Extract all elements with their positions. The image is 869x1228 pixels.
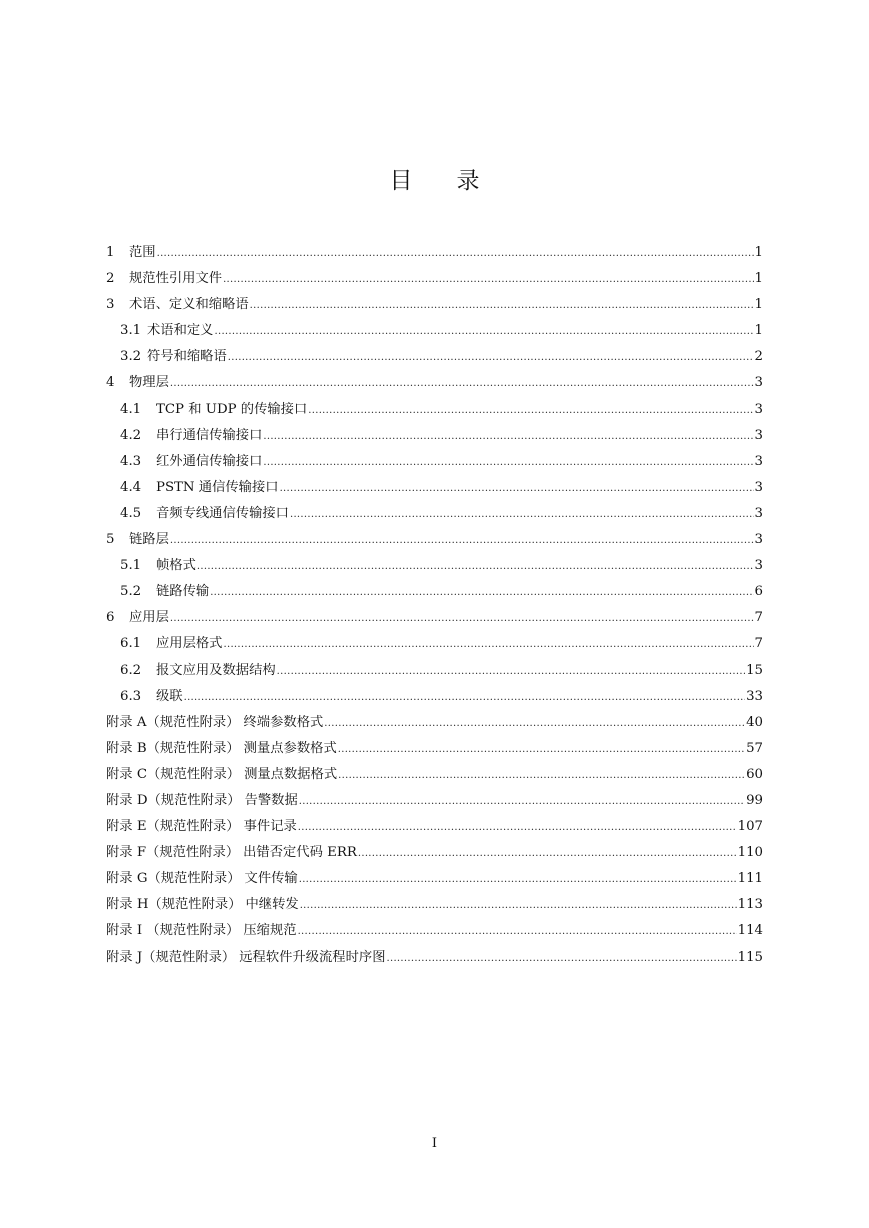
toc-entry-label: 事件记录	[243, 819, 297, 835]
toc-entry-page: 115	[737, 949, 763, 965]
toc-entry-number: 4.5	[120, 505, 142, 521]
toc-leader-dots	[223, 632, 753, 658]
toc-entry-number: 附录 G（规范性附录）	[106, 871, 241, 887]
toc-entry-number: 6.3	[120, 688, 142, 704]
toc-entry[interactable]	[106, 579, 763, 605]
toc-entry-number: 附录 H（规范性附录）	[106, 897, 242, 913]
toc-entry-page: 110	[737, 845, 763, 861]
table-of-contents	[106, 240, 763, 971]
toc-leader-dots	[157, 241, 754, 267]
toc-entry[interactable]	[106, 266, 763, 292]
toc-entry-page: 3	[754, 453, 763, 469]
toc-leader-dots	[263, 424, 753, 450]
toc-entry-number: 附录 C（规范性附录）	[106, 766, 241, 782]
toc-entry[interactable]	[106, 527, 763, 553]
page-title: 目录	[389, 168, 524, 194]
toc-entry-page: 57	[746, 740, 763, 756]
toc-entry-label: 压缩规范	[243, 923, 297, 939]
toc-entry-number: 4.3	[120, 453, 142, 469]
toc-leader-dots	[298, 815, 737, 841]
toc-entry-number: 附录 D（规范性附录）	[106, 792, 241, 808]
toc-leader-dots	[184, 685, 745, 711]
toc-leader-dots	[300, 893, 737, 919]
toc-entry[interactable]	[106, 918, 763, 944]
toc-entry[interactable]	[106, 449, 763, 475]
toc-entry-label: 音频专线通信传输接口	[156, 505, 289, 521]
toc-entry-page: 3	[754, 427, 763, 443]
toc-entry-label: 应用层	[129, 610, 169, 626]
toc-entry-number: 5.2	[120, 584, 142, 600]
toc-leader-dots	[290, 502, 754, 528]
toc-entry[interactable]	[106, 892, 763, 918]
toc-entry-number: 3.2	[120, 349, 142, 365]
toc-entry-label: 术语、定义和缩略语	[129, 297, 249, 313]
toc-entry-number: 4.4	[120, 479, 142, 495]
toc-entry[interactable]	[106, 344, 763, 370]
toc-entry-label: PSTN 通信传输接口	[156, 479, 279, 495]
toc-entry-label: 终端参数格式	[243, 714, 324, 730]
toc-entry-label: 出错否定代码 ERR	[243, 845, 357, 861]
toc-entry-label: 物理层	[129, 375, 169, 391]
toc-entry-page: 3	[754, 401, 763, 417]
toc-entry-page: 7	[754, 610, 763, 626]
toc-entry-number: 6.1	[120, 636, 142, 652]
toc-entry-number: 3	[106, 297, 115, 313]
toc-entry[interactable]	[106, 475, 763, 501]
toc-leader-dots	[170, 371, 754, 397]
toc-entry-label: 链路层	[129, 532, 169, 548]
toc-entry-page: 3	[754, 532, 763, 548]
toc-entry[interactable]	[106, 397, 763, 423]
toc-entry-page: 3	[754, 558, 763, 574]
toc-entry-label: 级联	[156, 688, 183, 704]
toc-leader-dots	[223, 267, 753, 293]
toc-entry[interactable]	[106, 684, 763, 710]
toc-entry[interactable]	[106, 710, 763, 736]
page-number: I	[431, 1136, 438, 1151]
toc-entry[interactable]	[106, 553, 763, 579]
toc-entry-label: 应用层格式	[156, 636, 223, 652]
toc-entry-label: 符号和缩略语	[147, 349, 227, 365]
toc-entry[interactable]	[106, 501, 763, 527]
toc-entry-number: 1	[106, 245, 115, 260]
toc-leader-dots	[280, 476, 754, 502]
toc-entry-number: 附录 B（规范性附录）	[106, 740, 240, 756]
toc-leader-dots	[299, 867, 737, 893]
toc-entry-label: 中继转发	[245, 897, 299, 913]
toc-entry-page: 1	[754, 297, 763, 313]
toc-entry-page: 1	[754, 271, 763, 287]
toc-entry-label: 规范性引用文件	[129, 271, 223, 287]
toc-entry[interactable]	[106, 370, 763, 396]
toc-entry-page: 2	[754, 349, 763, 365]
toc-entry-page: 3	[754, 505, 763, 521]
toc-leader-dots	[324, 711, 745, 737]
toc-leader-dots	[214, 319, 753, 345]
toc-entry-number: 附录 I （规范性附录）	[106, 923, 240, 939]
toc-entry[interactable]	[106, 658, 763, 684]
toc-entry-label: 告警数据	[244, 792, 298, 808]
toc-entry-label: 术语和定义	[147, 323, 214, 339]
toc-entry[interactable]	[106, 240, 763, 266]
toc-entry-number: 附录 E（规范性附录）	[106, 819, 240, 835]
toc-entry-page: 107	[737, 819, 763, 835]
toc-leader-dots	[197, 554, 754, 580]
toc-entry-label: 测量点参数格式	[243, 740, 337, 756]
toc-entry[interactable]	[106, 736, 763, 762]
toc-leader-dots	[277, 659, 745, 685]
toc-entry-label: 远程软件升级流程时序图	[239, 949, 386, 965]
toc-leader-dots	[358, 841, 737, 867]
toc-leader-dots	[250, 293, 754, 319]
toc-leader-dots	[387, 946, 737, 972]
toc-entry-page: 111	[737, 871, 763, 887]
toc-entry-page: 33	[746, 688, 763, 704]
toc-entry-page: 40	[746, 714, 763, 730]
toc-entry[interactable]	[106, 814, 763, 840]
toc-entry-number: 5.1	[120, 558, 142, 574]
toc-entry-label: 范围	[129, 245, 156, 260]
toc-entry[interactable]	[106, 631, 763, 657]
toc-entry[interactable]	[106, 788, 763, 814]
toc-entry[interactable]	[106, 605, 763, 631]
toc-leader-dots	[338, 763, 745, 789]
toc-entry-label: 红外通信传输接口	[156, 453, 263, 469]
toc-entry-page: 3	[754, 479, 763, 495]
toc-entry-number: 5	[106, 532, 115, 548]
toc-entry[interactable]	[106, 762, 763, 788]
toc-entry-number: 3.1	[120, 323, 142, 339]
toc-leader-dots	[228, 345, 754, 371]
toc-entry-page: 1	[754, 323, 763, 339]
toc-leader-dots	[170, 606, 754, 632]
toc-entry-page: 15	[746, 662, 763, 678]
toc-leader-dots	[299, 789, 745, 815]
toc-entry-label: 链路传输	[156, 584, 210, 600]
toc-entry-page: 99	[746, 792, 763, 808]
toc-entry-label: 测量点数据格式	[244, 766, 338, 782]
toc-leader-dots	[298, 919, 737, 945]
toc-entry[interactable]	[106, 945, 763, 971]
toc-entry-number: 附录 F（规范性附录）	[106, 845, 240, 861]
toc-entry-page: 3	[754, 375, 763, 391]
toc-entry-page: 1	[754, 245, 763, 260]
toc-entry-label: 文件传输	[244, 871, 298, 887]
toc-leader-dots	[308, 398, 753, 424]
toc-entry[interactable]	[106, 840, 763, 866]
toc-entry-label: TCP 和 UDP 的传输接口	[156, 401, 308, 417]
toc-entry[interactable]	[106, 423, 763, 449]
toc-entry-page: 6	[754, 584, 763, 600]
toc-entry-number: 4	[106, 375, 115, 391]
toc-entry-number: 6.2	[120, 662, 142, 678]
toc-entry-number: 4.2	[120, 427, 142, 443]
toc-entry-number: 附录 A（规范性附录）	[106, 714, 240, 730]
toc-entry[interactable]	[106, 318, 763, 344]
toc-entry-number: 附录 J（规范性附录）	[106, 949, 236, 965]
toc-entry-label: 串行通信传输接口	[156, 427, 263, 443]
toc-entry[interactable]	[106, 292, 763, 318]
toc-entry-number: 6	[106, 610, 115, 626]
toc-leader-dots	[263, 450, 753, 476]
toc-entry-page: 114	[737, 923, 763, 939]
toc-entry-page: 60	[746, 766, 763, 782]
toc-entry-number: 4.1	[120, 401, 142, 417]
toc-entry-page: 7	[754, 636, 763, 652]
toc-entry-page: 113	[737, 897, 763, 913]
toc-entry-label: 帧格式	[156, 558, 196, 574]
toc-leader-dots	[338, 737, 745, 763]
toc-entry-number: 2	[106, 271, 115, 287]
toc-entry-label: 报文应用及数据结构	[156, 662, 276, 678]
toc-leader-dots	[170, 528, 754, 554]
toc-entry[interactable]	[106, 866, 763, 892]
toc-leader-dots	[210, 580, 753, 606]
